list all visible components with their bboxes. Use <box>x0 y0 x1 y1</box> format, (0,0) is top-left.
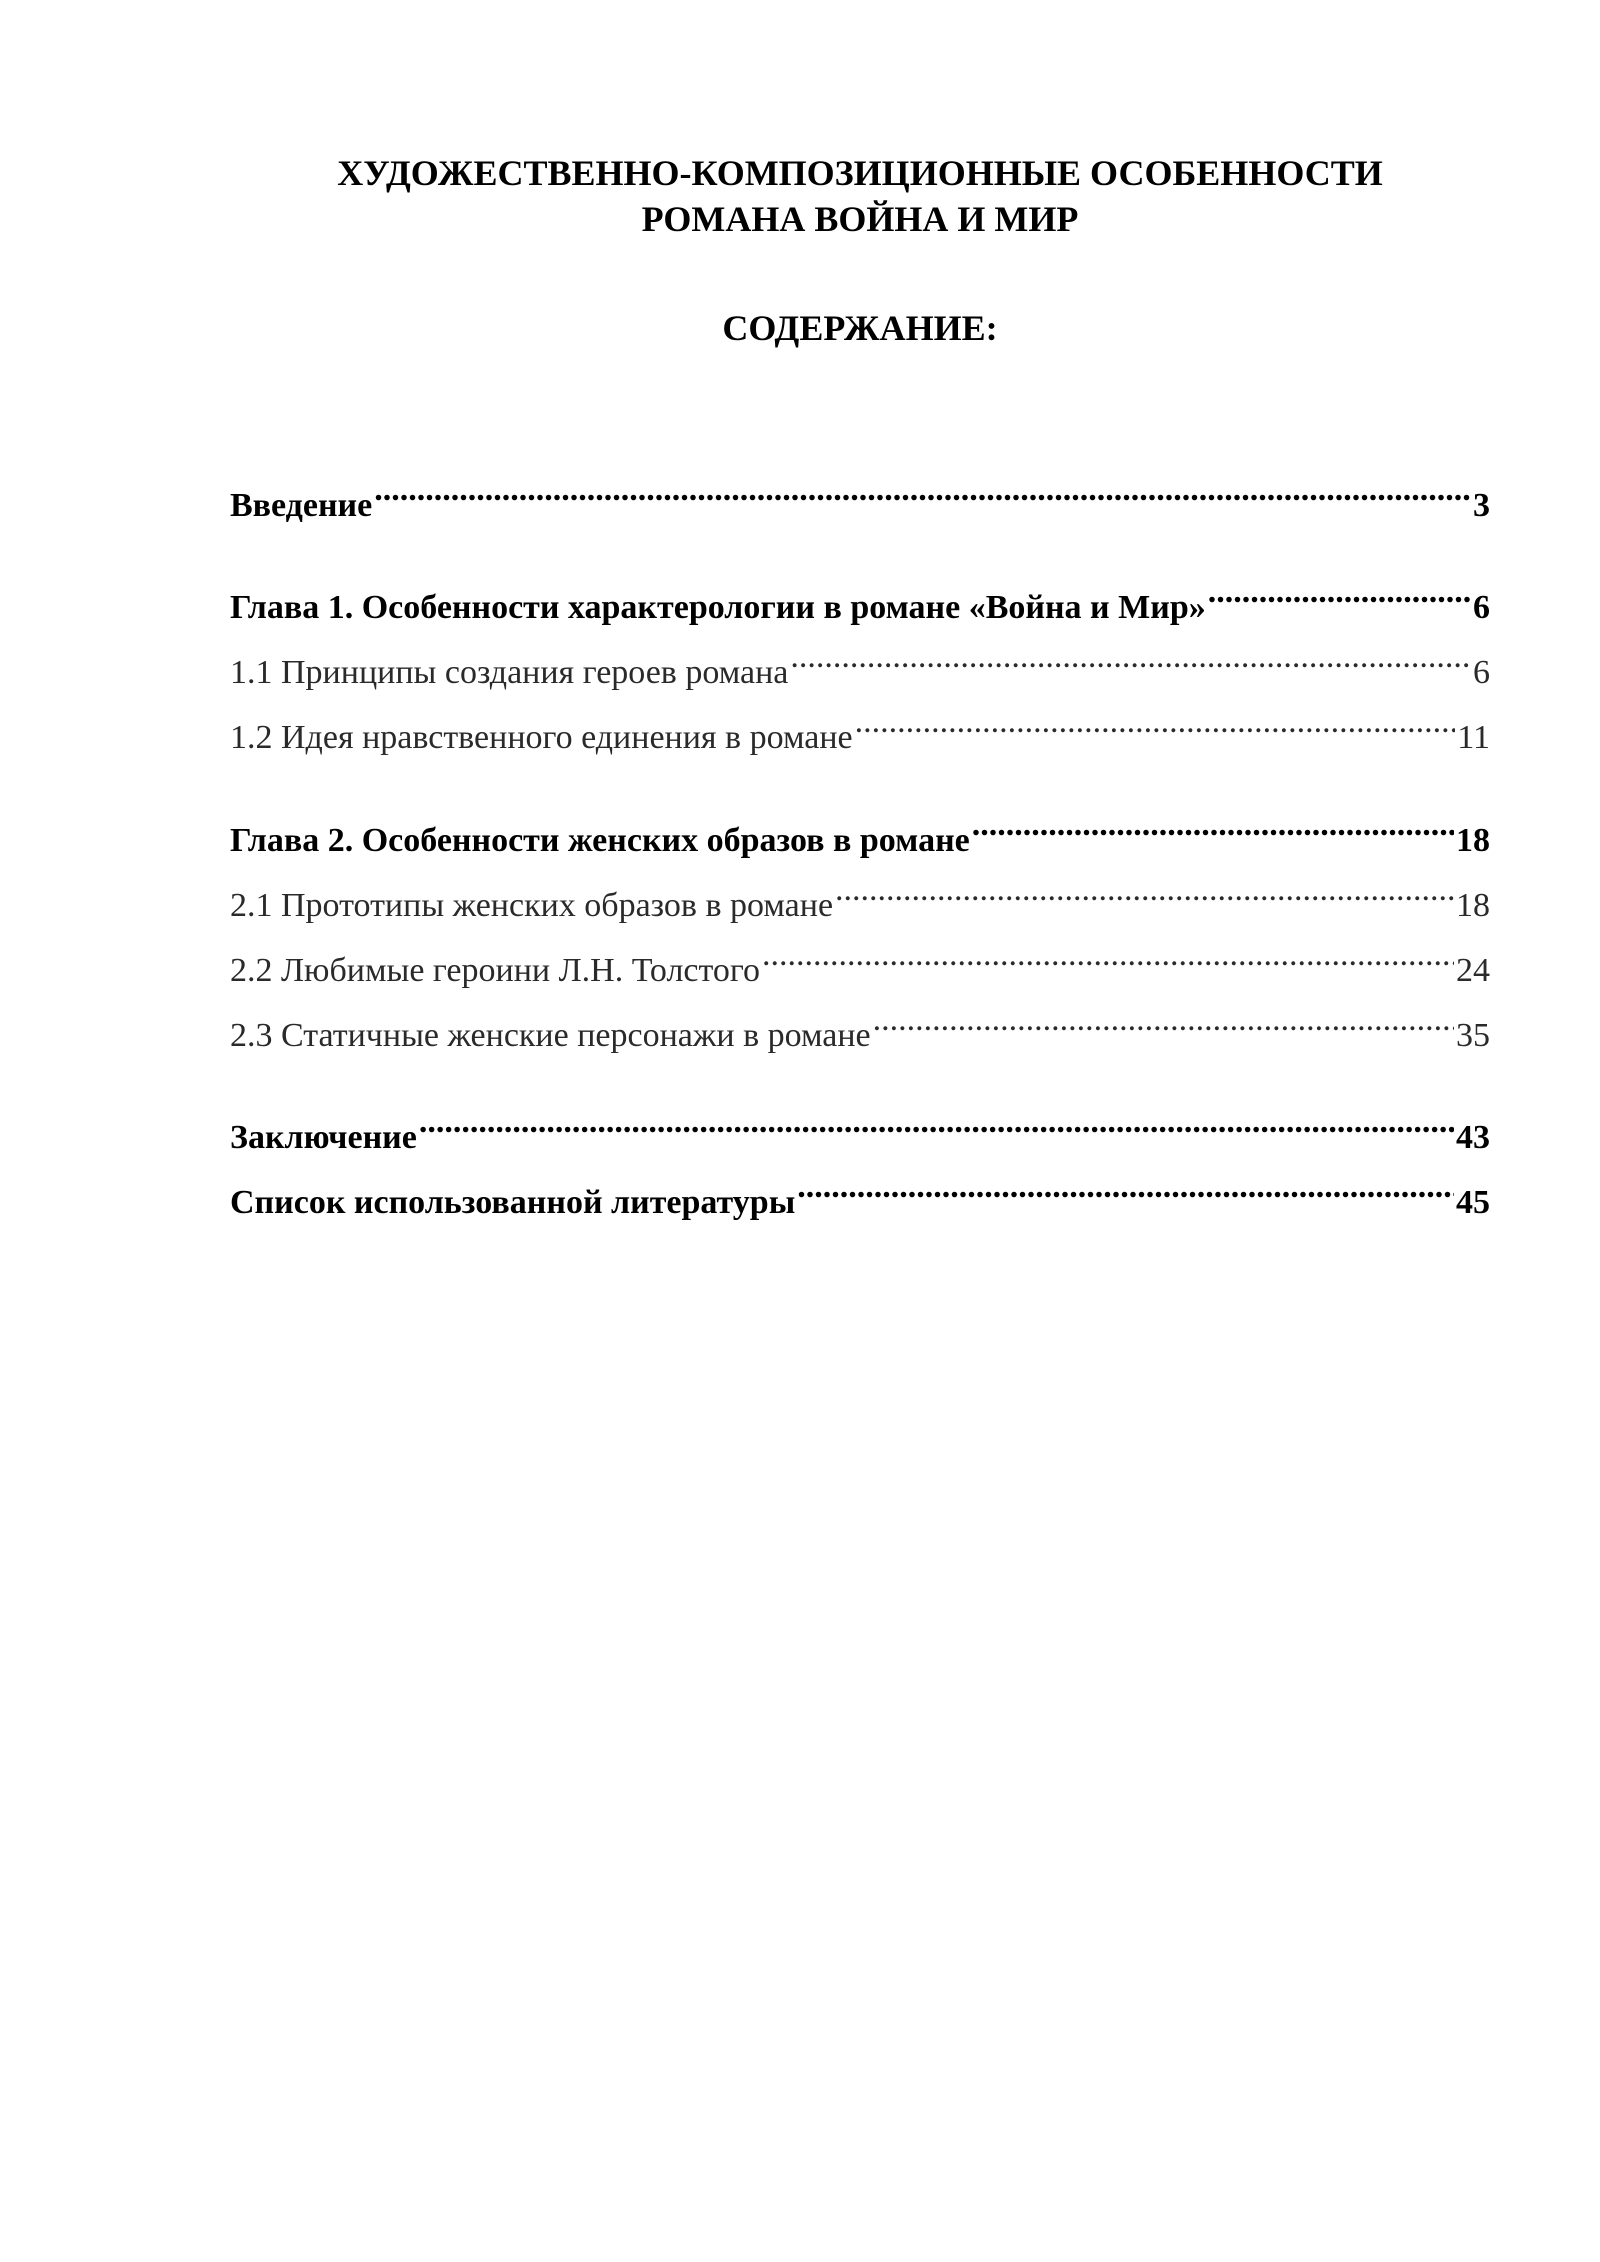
document-title-line-2: РОМАНА ВОЙНА И МИР <box>641 199 1079 239</box>
toc-entry-chapter-1 <box>230 574 1490 630</box>
toc-dot-leader <box>762 937 1454 981</box>
toc-entry-section-2-1 <box>230 872 1490 928</box>
toc-page-number: 18 <box>1456 887 1490 924</box>
toc-dot-leader <box>790 639 1471 683</box>
toc-page-number: 6 <box>1473 654 1490 691</box>
toc-entry-section-1-1 <box>230 639 1490 695</box>
toc-entry-section-2-2 <box>230 937 1490 993</box>
table-of-contents <box>230 0 1490 2262</box>
toc-dot-leader <box>835 872 1454 916</box>
toc-entry-bibliography <box>230 1169 1490 1225</box>
toc-dot-leader <box>797 1169 1454 1213</box>
toc-dot-leader <box>374 472 1471 516</box>
toc-dot-leader <box>419 1104 1454 1148</box>
toc-entry-chapter-2 <box>230 807 1490 863</box>
toc-page-number: 11 <box>1457 719 1490 756</box>
toc-entry-label: 1.2 Идея нравственного единения в романе <box>230 719 853 756</box>
toc-page-number: 35 <box>1456 1017 1490 1054</box>
toc-entry-conclusion <box>230 1104 1490 1160</box>
toc-dot-leader <box>972 807 1454 851</box>
toc-entry-label: 2.2 Любимые героини Л.Н. Толстого <box>230 952 761 989</box>
toc-dot-leader <box>873 1002 1454 1046</box>
toc-entry-label: Заключение <box>230 1119 417 1156</box>
toc-dot-leader <box>1208 574 1471 618</box>
toc-entry-label: 2.3 Статичные женские персонажи в романе <box>230 1017 871 1054</box>
toc-heading: СОДЕРЖАНИЕ: <box>722 308 998 348</box>
toc-entry-label: Глава 1. Особенности характерологии в романе «Война и Мир» <box>230 589 1206 626</box>
toc-entry-introduction <box>230 472 1490 528</box>
toc-entry-label: 1.1 Принципы создания героев романа <box>230 654 789 691</box>
toc-dot-leader <box>855 704 1456 748</box>
toc-page-number: 24 <box>1456 952 1490 989</box>
toc-entry-section-1-2 <box>230 704 1490 760</box>
toc-entry-label: Глава 2. Особенности женских образов в романе <box>230 822 970 859</box>
toc-page-number: 43 <box>1456 1119 1490 1156</box>
document-title-line-1: ХУДОЖЕСТВЕННО-КОМПОЗИЦИОННЫЕ ОСОБЕННОСТИ <box>337 153 1383 193</box>
toc-entry-label: Введение <box>230 487 373 524</box>
toc-page-number: 6 <box>1473 589 1490 626</box>
toc-page-number: 3 <box>1473 487 1490 524</box>
toc-entry-section-2-3 <box>230 1002 1490 1058</box>
toc-page-number: 45 <box>1456 1184 1490 1221</box>
toc-entry-label: 2.1 Прототипы женских образов в романе <box>230 887 834 924</box>
toc-page-number: 18 <box>1456 822 1490 859</box>
toc-entry-label: Список использованной литературы <box>230 1184 796 1221</box>
